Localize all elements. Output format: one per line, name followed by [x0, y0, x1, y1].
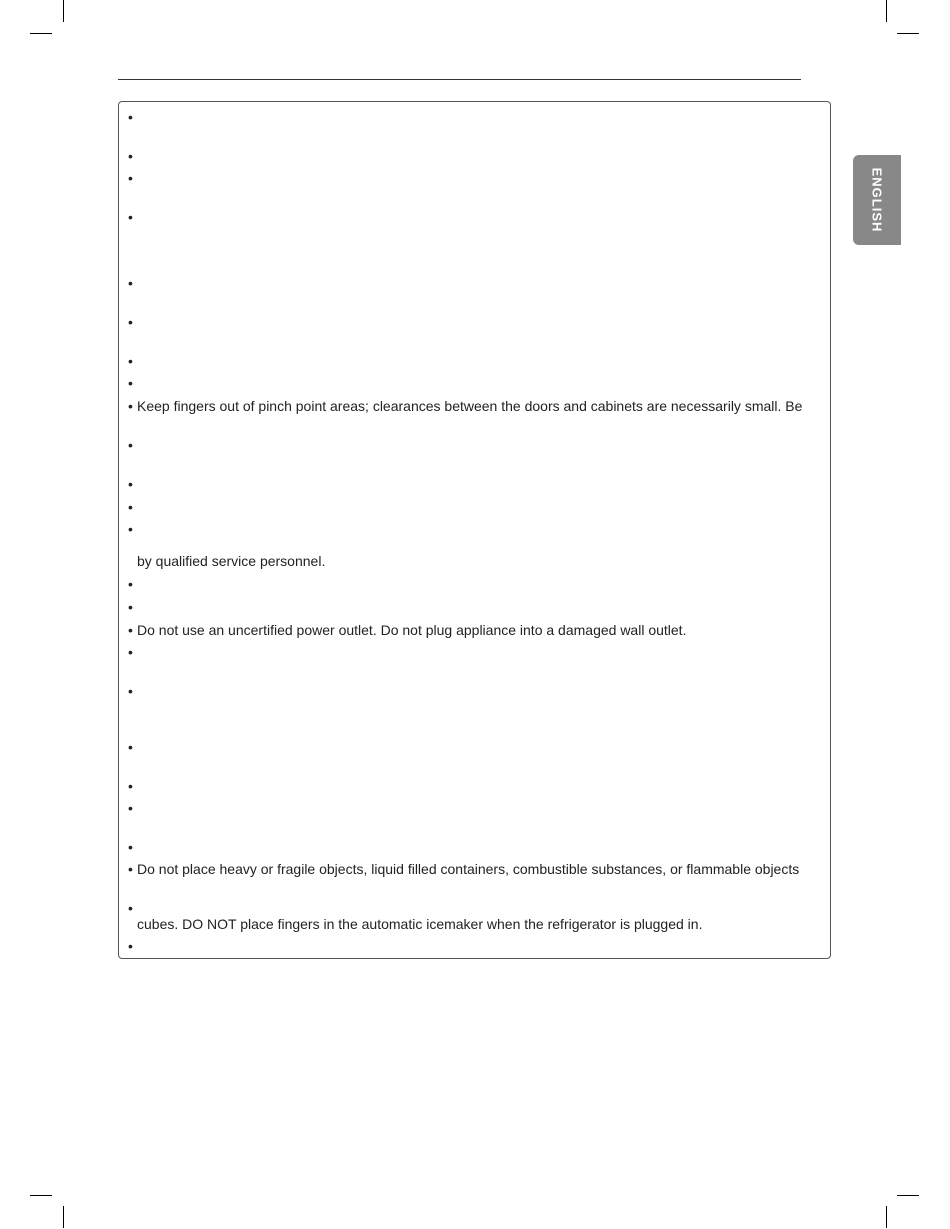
crop-mark-top-right-v — [886, 0, 887, 22]
crop-mark-bottom-right-v — [886, 1206, 887, 1228]
list-item-text: Keep fingers out of pinch point areas; clearances between the doors and cabinets are necessarily small. Be — [137, 398, 803, 414]
language-tab-label: ENGLISH — [869, 167, 885, 233]
bullet: • — [128, 476, 133, 492]
list-item-continuation-icemaker: cubes. DO NOT place fingers in the automatic icemaker when the refrigerator is plugged in. — [137, 916, 703, 932]
bullet: • — [128, 398, 133, 414]
list-item-text: Do not place heavy or fragile objects, liquid filled containers, combustible substances, or flammable objects — [137, 861, 800, 877]
safety-instructions-box — [118, 101, 831, 959]
bullet: • — [128, 644, 133, 660]
bullet: • — [128, 739, 133, 755]
bullet: • — [128, 800, 133, 816]
bullet: • — [128, 314, 133, 330]
bullet: • — [128, 599, 133, 615]
bullet: • — [128, 499, 133, 515]
crop-mark-top-right-h — [897, 33, 919, 34]
bullet: • — [128, 622, 133, 638]
bullet: • — [128, 683, 133, 699]
bullet: • — [128, 576, 133, 592]
bullet: • — [128, 353, 133, 369]
bullet: • — [128, 209, 133, 225]
bullet: • — [128, 778, 133, 794]
bullet: • — [128, 437, 133, 453]
bullet: • — [128, 148, 133, 164]
crop-mark-top-left-v — [63, 0, 64, 22]
crop-mark-bottom-left-v — [63, 1206, 64, 1228]
crop-mark-bottom-right-h — [897, 1195, 919, 1196]
bullet: • — [128, 521, 133, 537]
bullet: • — [128, 170, 133, 186]
crop-mark-bottom-left-h — [30, 1195, 52, 1196]
header-rule — [118, 79, 801, 80]
language-tab — [853, 155, 901, 245]
bullet: • — [128, 938, 133, 954]
bullet: • — [128, 861, 133, 877]
list-item-text: Do not use an uncertified power outlet. Do not plug appliance into a damaged wall outlet. — [137, 622, 687, 638]
list-item-continuation-service: by qualified service personnel. — [137, 553, 326, 569]
crop-mark-top-left-h — [30, 33, 52, 34]
bullet: • — [128, 109, 133, 125]
bullet: • — [128, 375, 133, 391]
bullet: • — [128, 839, 133, 855]
bullet: • — [128, 275, 133, 291]
bullet: • — [128, 900, 133, 916]
